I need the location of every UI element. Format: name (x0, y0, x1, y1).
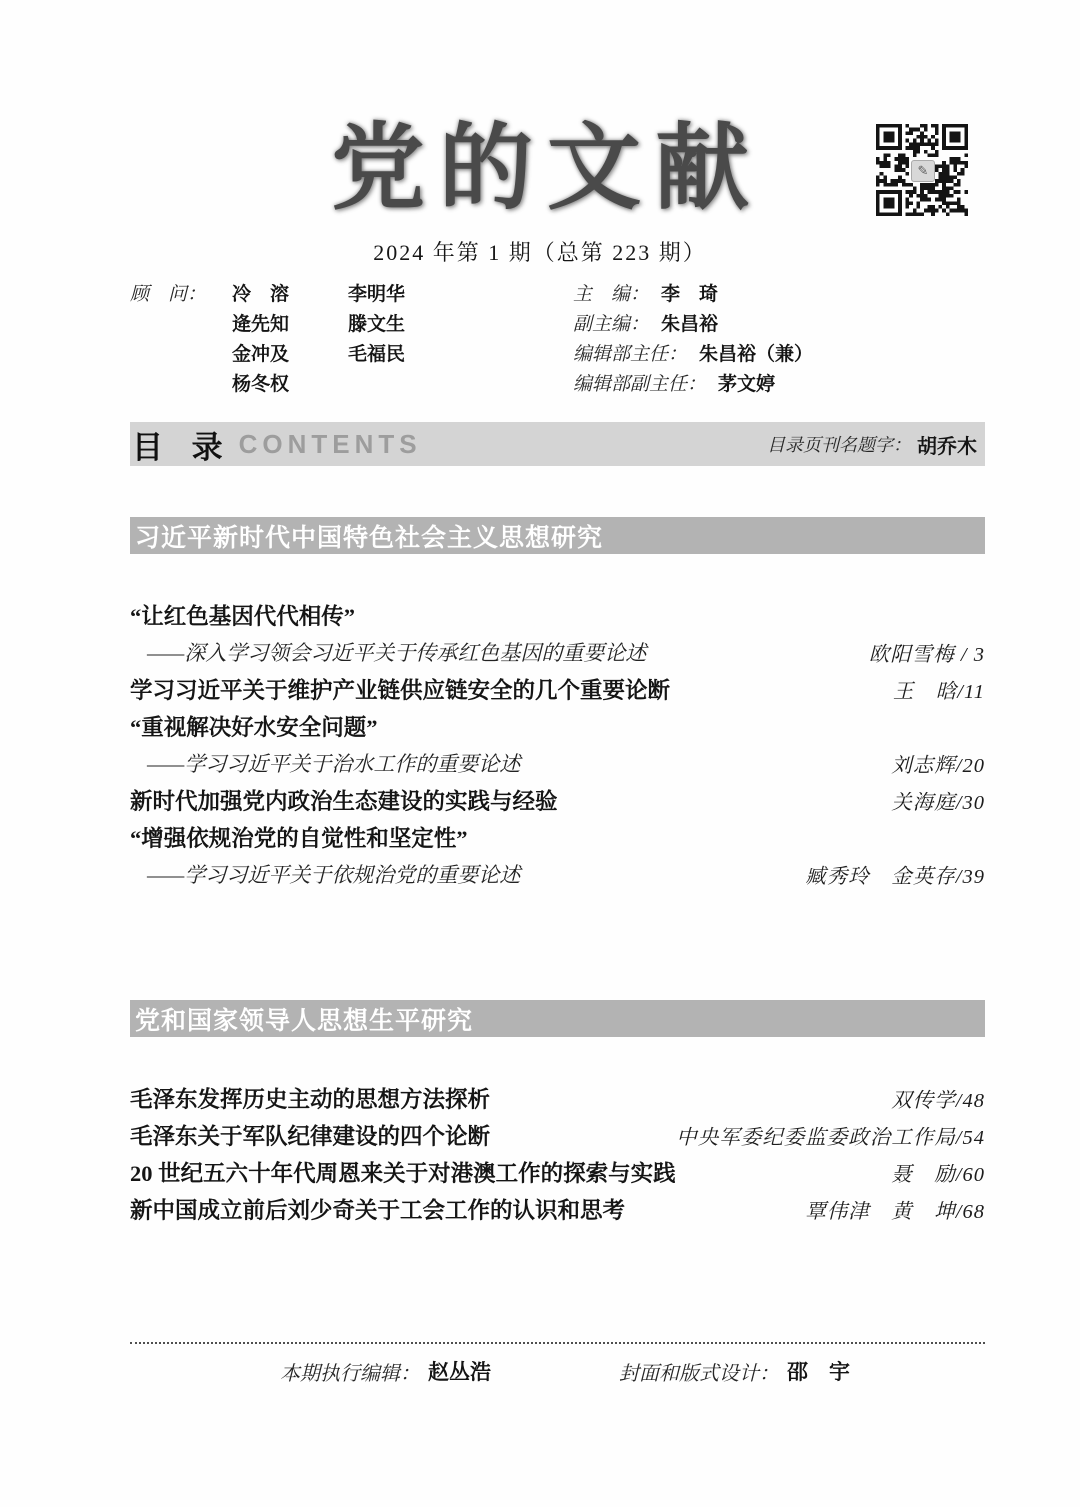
editor-row (573, 280, 985, 310)
advisor-name: 李明华 (348, 284, 406, 305)
article-author-page: 关海庭/30 (891, 791, 985, 814)
design-credit (619, 1356, 850, 1386)
toc-row (130, 670, 985, 707)
editor-label: 副主编： (573, 314, 650, 335)
editor-label: 编辑部副主任： (573, 374, 707, 395)
article-subtitle: ——深入学习领会习近平关于传承红色基因的重要论述 (147, 640, 647, 665)
editor-row (573, 370, 985, 400)
article-rows (130, 1079, 985, 1227)
section-header: 习近平新时代中国特色社会主义思想研究 (130, 517, 985, 554)
article-author-page: 臧秀玲 金英存/39 (805, 865, 985, 888)
article-title: 新时代加强党内政治生态建设的实践与经验 (130, 788, 558, 814)
design-credit-name: 邵 宇 (787, 1361, 850, 1384)
article-author-page: 聂 励/60 (891, 1163, 985, 1186)
calligraphy-credit-name: 胡乔木 (917, 435, 977, 458)
advisor-name: 毛福民 (348, 344, 406, 365)
contents-title-en: CONTENTS (238, 428, 422, 459)
article-title: 20 世纪五六十年代周恩来关于对港澳工作的探索与实践 (130, 1160, 676, 1186)
toc-row (130, 855, 985, 892)
executive-editor-name: 赵丛浩 (428, 1361, 491, 1384)
advisor-name (348, 370, 405, 400)
article-title: 毛泽东发挥历史主动的思想方法探析 (130, 1086, 491, 1112)
toc-row (130, 1153, 985, 1190)
design-credit-label: 封面和版式设计： (619, 1362, 779, 1385)
advisor-name: 逄先知 (232, 314, 290, 335)
advisor-name: 杨冬权 (232, 374, 290, 395)
contents-title-cn: 目 录 (132, 429, 233, 465)
calligraphy-credit-label: 目录页刊名题字： (767, 435, 911, 455)
advisor-name: 冷 溶 (232, 284, 290, 305)
advisor-name: 滕文生 (348, 314, 406, 335)
advisor-name: 金冲及 (232, 344, 290, 365)
advisors-block (130, 280, 405, 400)
article-author-page: 中央军委纪委监委政治工作局/54 (676, 1126, 985, 1149)
editor-name: 李 琦 (661, 284, 719, 305)
article-subtitle: ——学习习近平关于依规治党的重要论述 (147, 862, 521, 887)
qr-code (876, 124, 968, 216)
article-author-page: 王 晗/11 (892, 680, 985, 703)
toc-row (130, 596, 985, 633)
footer (130, 1342, 985, 1386)
toc-row (130, 818, 985, 855)
advisors-names (232, 280, 405, 400)
journal-title: 党的文献 (330, 113, 763, 223)
editor-label: 主 编： (573, 284, 650, 305)
toc-row (130, 744, 985, 781)
toc-row (130, 707, 985, 744)
editor-name: 朱昌裕（兼） (699, 344, 814, 365)
toc-row (130, 633, 985, 670)
toc-row (130, 1116, 985, 1153)
editor-row (573, 340, 985, 370)
staff-block (130, 280, 985, 400)
article-title: 毛泽东关于军队纪律建设的四个论断 (130, 1123, 491, 1149)
article-author-page: 双传学/48 (891, 1089, 985, 1112)
advisors-label: 顾 问： (130, 284, 207, 305)
issue-line: 2024 年第 1 期（总第 223 期） (373, 240, 707, 265)
calligraphy-credit (767, 430, 985, 459)
article-author-page: 欧阳雪梅 / 3 (868, 643, 985, 666)
editor-row (573, 310, 985, 340)
section-header: 党和国家领导人思想生平研究 (130, 1000, 985, 1037)
article-title: “重视解决好水安全问题” (130, 714, 378, 740)
article-title: “让红色基因代代相传” (130, 603, 356, 629)
article-title: “增强依规治党的自觉性和坚定性” (130, 825, 468, 851)
editor-label: 编辑部主任： (573, 344, 688, 365)
editor-name: 朱昌裕 (661, 314, 719, 335)
article-title: 新中国成立前后刘少奇关于工会工作的认识和思考 (130, 1197, 626, 1223)
article-subtitle: ——学习习近平关于治水工作的重要论述 (147, 751, 521, 776)
article-rows (130, 596, 985, 892)
editor-name: 茅文婷 (718, 374, 776, 395)
section-leaders-research (130, 1000, 985, 1227)
contents-bar (130, 422, 985, 466)
article-author-page: 刘志辉/20 (891, 754, 985, 777)
article-author-page: 覃伟津 黄 坤/68 (805, 1200, 985, 1223)
article-title: 学习习近平关于维护产业链供应链安全的几个重要论断 (130, 677, 671, 703)
qr-logo-pencil-icon: ✎ (911, 160, 935, 182)
toc-row (130, 781, 985, 818)
toc-row (130, 1190, 985, 1227)
executive-editor-label: 本期执行编辑： (280, 1362, 420, 1385)
toc-row (130, 1079, 985, 1116)
editors-block (573, 280, 985, 400)
section-xi-thought (130, 517, 985, 892)
executive-editor-credit (280, 1356, 491, 1386)
